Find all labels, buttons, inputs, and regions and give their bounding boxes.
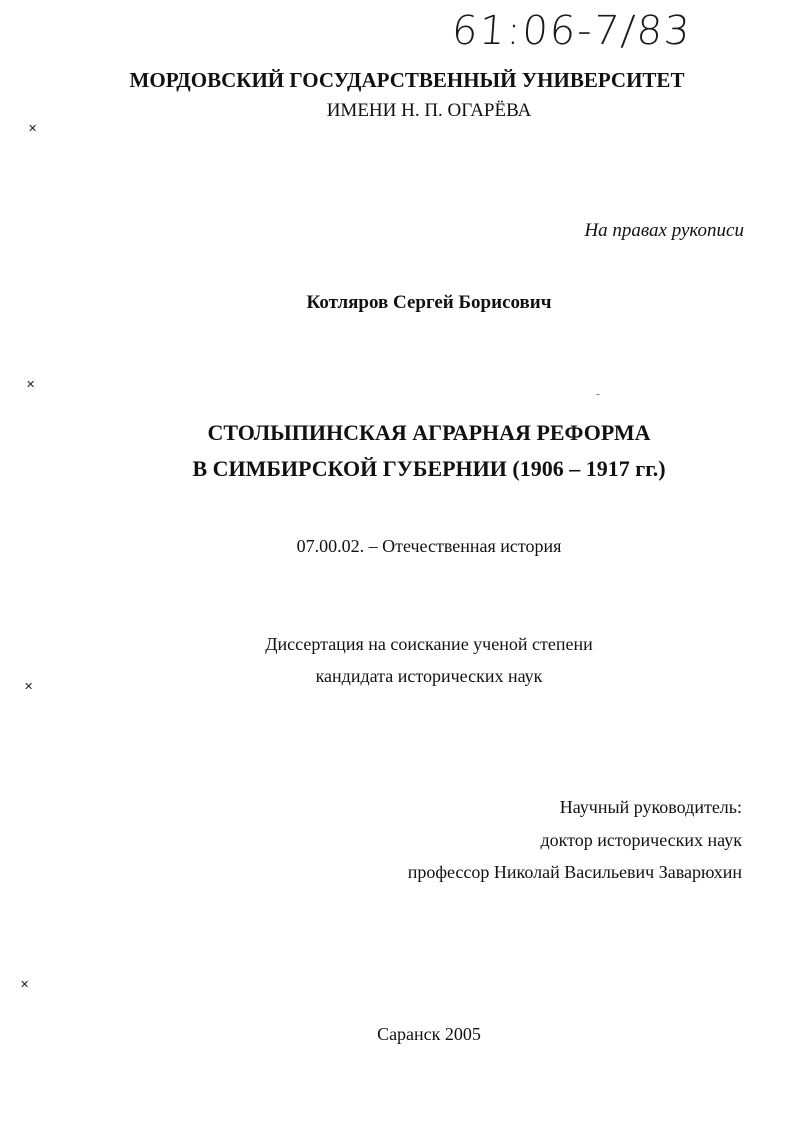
- handwritten-catalog-number: 61:06-7/83: [450, 8, 694, 54]
- dissertation-title-line-1: СТОЛЫПИНСКАЯ АГРАРНАЯ РЕФОРМА: [207, 420, 651, 445]
- scan-mark-icon: ✕: [24, 680, 34, 693]
- advisor-name: профессор Николай Васильевич Заварюхин: [407, 862, 742, 882]
- degree-line-1: Диссертация на соискание ученой степени: [265, 634, 593, 654]
- dissertation-title-line-2: В СИМБИРСКОЙ ГУБЕРНИИ (1906 – 1917 гг.): [192, 456, 666, 481]
- city-and-year: Саранск 2005: [377, 1024, 481, 1044]
- author-name: Котляров Сергей Борисович: [306, 292, 552, 313]
- advisor-label: Научный руководитель:: [559, 797, 742, 817]
- scan-dash-icon: –: [596, 390, 600, 399]
- advisor-degree: доктор исторических наук: [540, 830, 742, 850]
- university-named-after: ИМЕНИ Н. П. ОГАРЁВА: [326, 100, 532, 121]
- manuscript-note: На правах рукописи: [584, 220, 744, 241]
- scan-mark-icon: ✕: [26, 378, 36, 391]
- scan-mark-icon: ✕: [20, 978, 30, 991]
- degree-line-2: кандидата исторических наук: [315, 666, 543, 686]
- scan-mark-icon: ✕: [28, 122, 38, 135]
- university-name: МОРДОВСКИЙ ГОСУДАРСТВЕННЫЙ УНИВЕРСИТЕТ: [129, 68, 685, 92]
- specialty-code: 07.00.02. – Отечественная история: [296, 536, 562, 556]
